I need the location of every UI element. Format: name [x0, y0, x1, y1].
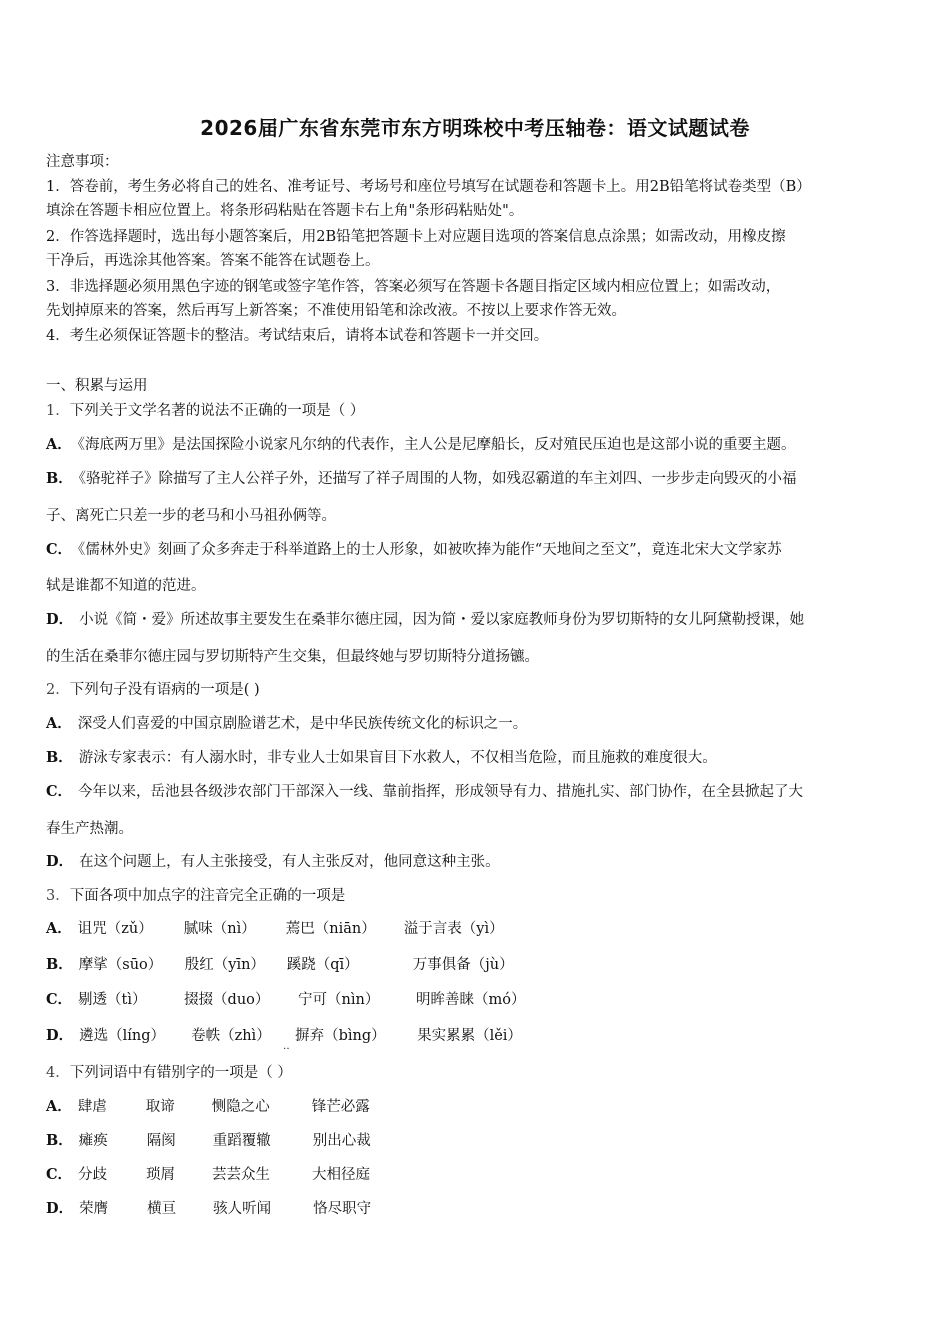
option-letter: B． — [46, 1132, 73, 1149]
option-item: 骇人听闻 — [213, 1201, 272, 1217]
option-letter: A． — [46, 715, 72, 732]
option-item: 宁可（nìn） — [298, 992, 380, 1008]
option-item: 大相径庭 — [312, 1167, 371, 1183]
question-3-stem — [46, 886, 345, 906]
option-letter: B． — [46, 956, 73, 973]
option-text: 《骆驼祥子》除描写了主人公祥子外，还描写了祥子周围的人物，如残忍霸道的车主刘四、一步步走向毁灭的小福 — [78, 471, 797, 487]
option-item: 明眸善睐（mó） — [416, 992, 526, 1008]
option-item: 诅咒（zǔ） — [77, 921, 153, 937]
question-number: 2． — [46, 682, 70, 698]
option-item: 蹊跷（qī） — [286, 957, 359, 973]
q2-option-a — [46, 714, 527, 734]
option-letter: C． — [46, 1166, 73, 1183]
question-2-stem — [46, 680, 260, 700]
q2-option-d — [46, 852, 500, 872]
option-letter: A． — [46, 436, 72, 453]
emphasis-dot-mark: ‥ — [283, 1041, 290, 1052]
option-item: 腻味（nì） — [183, 921, 256, 937]
option-item: 隔阂 — [146, 1133, 176, 1149]
option-item: 遴选（líng） — [79, 1028, 165, 1044]
notice-line: 干净后，再选涂其他答案。答案不能答在试题卷上。 — [46, 253, 380, 269]
option-item: 掇掇（duo） — [184, 992, 270, 1008]
q1-option-b-cont: 子、离死亡只差一步的老马和小马祖孙俩等。 — [46, 508, 336, 524]
option-item: 溢于言表（yì） — [403, 921, 504, 937]
q1-option-d-cont: 的生活在桑菲尔德庄园与罗切斯特产生交集，但最终她与罗切斯特分道扬镳。 — [46, 649, 539, 665]
question-text: 下列关于文学名著的说法不正确的一项是（ ） — [69, 403, 365, 419]
option-item: 横亘 — [147, 1201, 177, 1217]
option-letter: D． — [46, 611, 74, 628]
option-letter: D． — [46, 1027, 74, 1044]
option-letter: D． — [46, 853, 74, 870]
q2-option-c-cont: 春生产热潮。 — [46, 821, 133, 837]
q1-option-d — [46, 610, 804, 630]
option-item: 恻隐之心 — [211, 1099, 270, 1115]
question-4-stem — [46, 1063, 292, 1083]
q1-option-c-cont: 轼是谁都不知道的范进。 — [46, 578, 206, 594]
q4-option-b — [46, 1131, 371, 1151]
option-item: 取谛 — [145, 1099, 175, 1115]
option-text: 小说《简・爱》所述故事主要发生在桑菲尔德庄园，因为简・爱以家庭教师身份为罗切斯特的女儿阿黛勒授课，她 — [79, 612, 805, 628]
option-text: 游泳专家表示：有人溺水时，非专业人士如果盲目下水救人，不仅相当危险，而且施救的难度很大。 — [78, 750, 717, 766]
q3-option-b — [46, 955, 514, 975]
q1-option-a — [46, 435, 796, 455]
option-item: 蔫巴（niān） — [285, 921, 376, 937]
question-number: 1． — [46, 403, 70, 419]
option-item: 剔透（tì） — [78, 992, 147, 1008]
q4-option-a — [46, 1097, 370, 1117]
option-item: 殷红（yīn） — [184, 957, 265, 973]
q3-option-a — [46, 919, 504, 939]
option-letter: D． — [46, 1200, 74, 1217]
option-text: 《海底两万里》是法国探险小说家凡尔纳的代表作，主人公是尼摩船长，反对殖民压迫也是这部小说的重要主题。 — [77, 437, 796, 453]
question-number: 3． — [46, 888, 70, 904]
option-letter: B． — [46, 470, 73, 487]
option-text: 今年以来，岳池县各级涉农部门干部深入一线、靠前指挥，形成领导有力、措施扎实、部门协作，在全县掀起了大 — [78, 784, 804, 800]
question-1-stem — [46, 401, 364, 421]
option-item: 琐屑 — [146, 1167, 176, 1183]
question-number: 4． — [46, 1065, 70, 1081]
option-item: 芸芸众生 — [212, 1167, 271, 1183]
option-item: 荣膺 — [79, 1201, 109, 1217]
question-text: 下列句子没有语病的一项是( ) — [69, 682, 260, 698]
notice-line: 4．考生必须保证答题卡的整洁。考试结束后，请将本试卷和答题卡一并交回。 — [46, 328, 549, 344]
notice-line: 填涂在答题卡相应位置上。将条形码粘贴在答题卡右上角"条形码粘贴处"。 — [46, 203, 524, 219]
notice-line: 3．非选择题必须用黑色字迹的钢笔或签字笔作答，答案必须写在答题卡各题目指定区域内相应位置上；如需改动， — [46, 279, 781, 295]
option-letter: B． — [46, 749, 73, 766]
notice-line: 1．答卷前，考生务必将自己的姓名、准考证号、考场号和座位号填写在试题卷和答题卡上。用2B铅笔将试卷类型（B） — [46, 179, 811, 195]
question-text: 下面各项中加点字的注音完全正确的一项是 — [69, 888, 346, 904]
option-text: 深受人们喜爱的中国京剧脸谱艺术，是中华民族传统文化的标识之一。 — [77, 716, 528, 732]
q1-option-b — [46, 469, 797, 489]
q4-option-d — [46, 1199, 371, 1219]
question-text: 下列词语中有错别字的一项是（ ） — [69, 1065, 292, 1081]
option-letter: C． — [46, 991, 73, 1008]
notice-heading: 注意事项： — [46, 154, 119, 170]
option-item: 卷帙（zhì） — [191, 1028, 271, 1044]
option-text: 在这个问题上，有人主张接受，有人主张反对，他同意这种主张。 — [79, 854, 500, 870]
option-item: 果实累累（lěi） — [417, 1028, 522, 1044]
option-item: 瘫痪 — [78, 1133, 108, 1149]
option-item: 重蹈覆辙 — [212, 1133, 271, 1149]
q2-option-c — [46, 782, 803, 802]
option-letter: A． — [46, 1098, 72, 1115]
page-title: 2026届广东省东莞市东方明珠校中考压轴卷：语文试题试卷 — [200, 116, 750, 140]
option-item: 分歧 — [78, 1167, 108, 1183]
section-heading: 一、积累与运用 — [46, 378, 148, 394]
option-letter: C． — [46, 783, 73, 800]
option-letter: A． — [46, 920, 72, 937]
option-item: 别出心裁 — [312, 1133, 371, 1149]
q4-option-c — [46, 1165, 370, 1185]
option-item: 恪尽职守 — [313, 1201, 372, 1217]
option-text: 《儒林外史》刻画了众多奔走于科举道路上的士人形象，如被吹捧为能作“天地间之至文”，竟连北宋大文学家苏 — [78, 542, 782, 558]
option-item: 摒弃（bìng） — [295, 1028, 386, 1044]
q3-option-c — [46, 990, 526, 1010]
q1-option-c — [46, 540, 782, 560]
option-item: 摩挲（sūo） — [78, 957, 163, 973]
option-item: 万事俱备（jù） — [412, 957, 514, 973]
notice-line: 2．作答选择题时，选出每小题答案后，用2B铅笔把答题卡上对应题目选项的答案信息点涂黑；如需改动，用橡皮擦 — [46, 229, 786, 245]
option-item: 锋芒必露 — [311, 1099, 370, 1115]
q2-option-b — [46, 748, 717, 768]
notice-line: 先划掉原来的答案，然后再写上新答案；不准使用铅笔和涂改液。不按以上要求作答无效。 — [46, 303, 626, 319]
option-letter: C． — [46, 541, 73, 558]
option-item: 肆虐 — [77, 1099, 107, 1115]
